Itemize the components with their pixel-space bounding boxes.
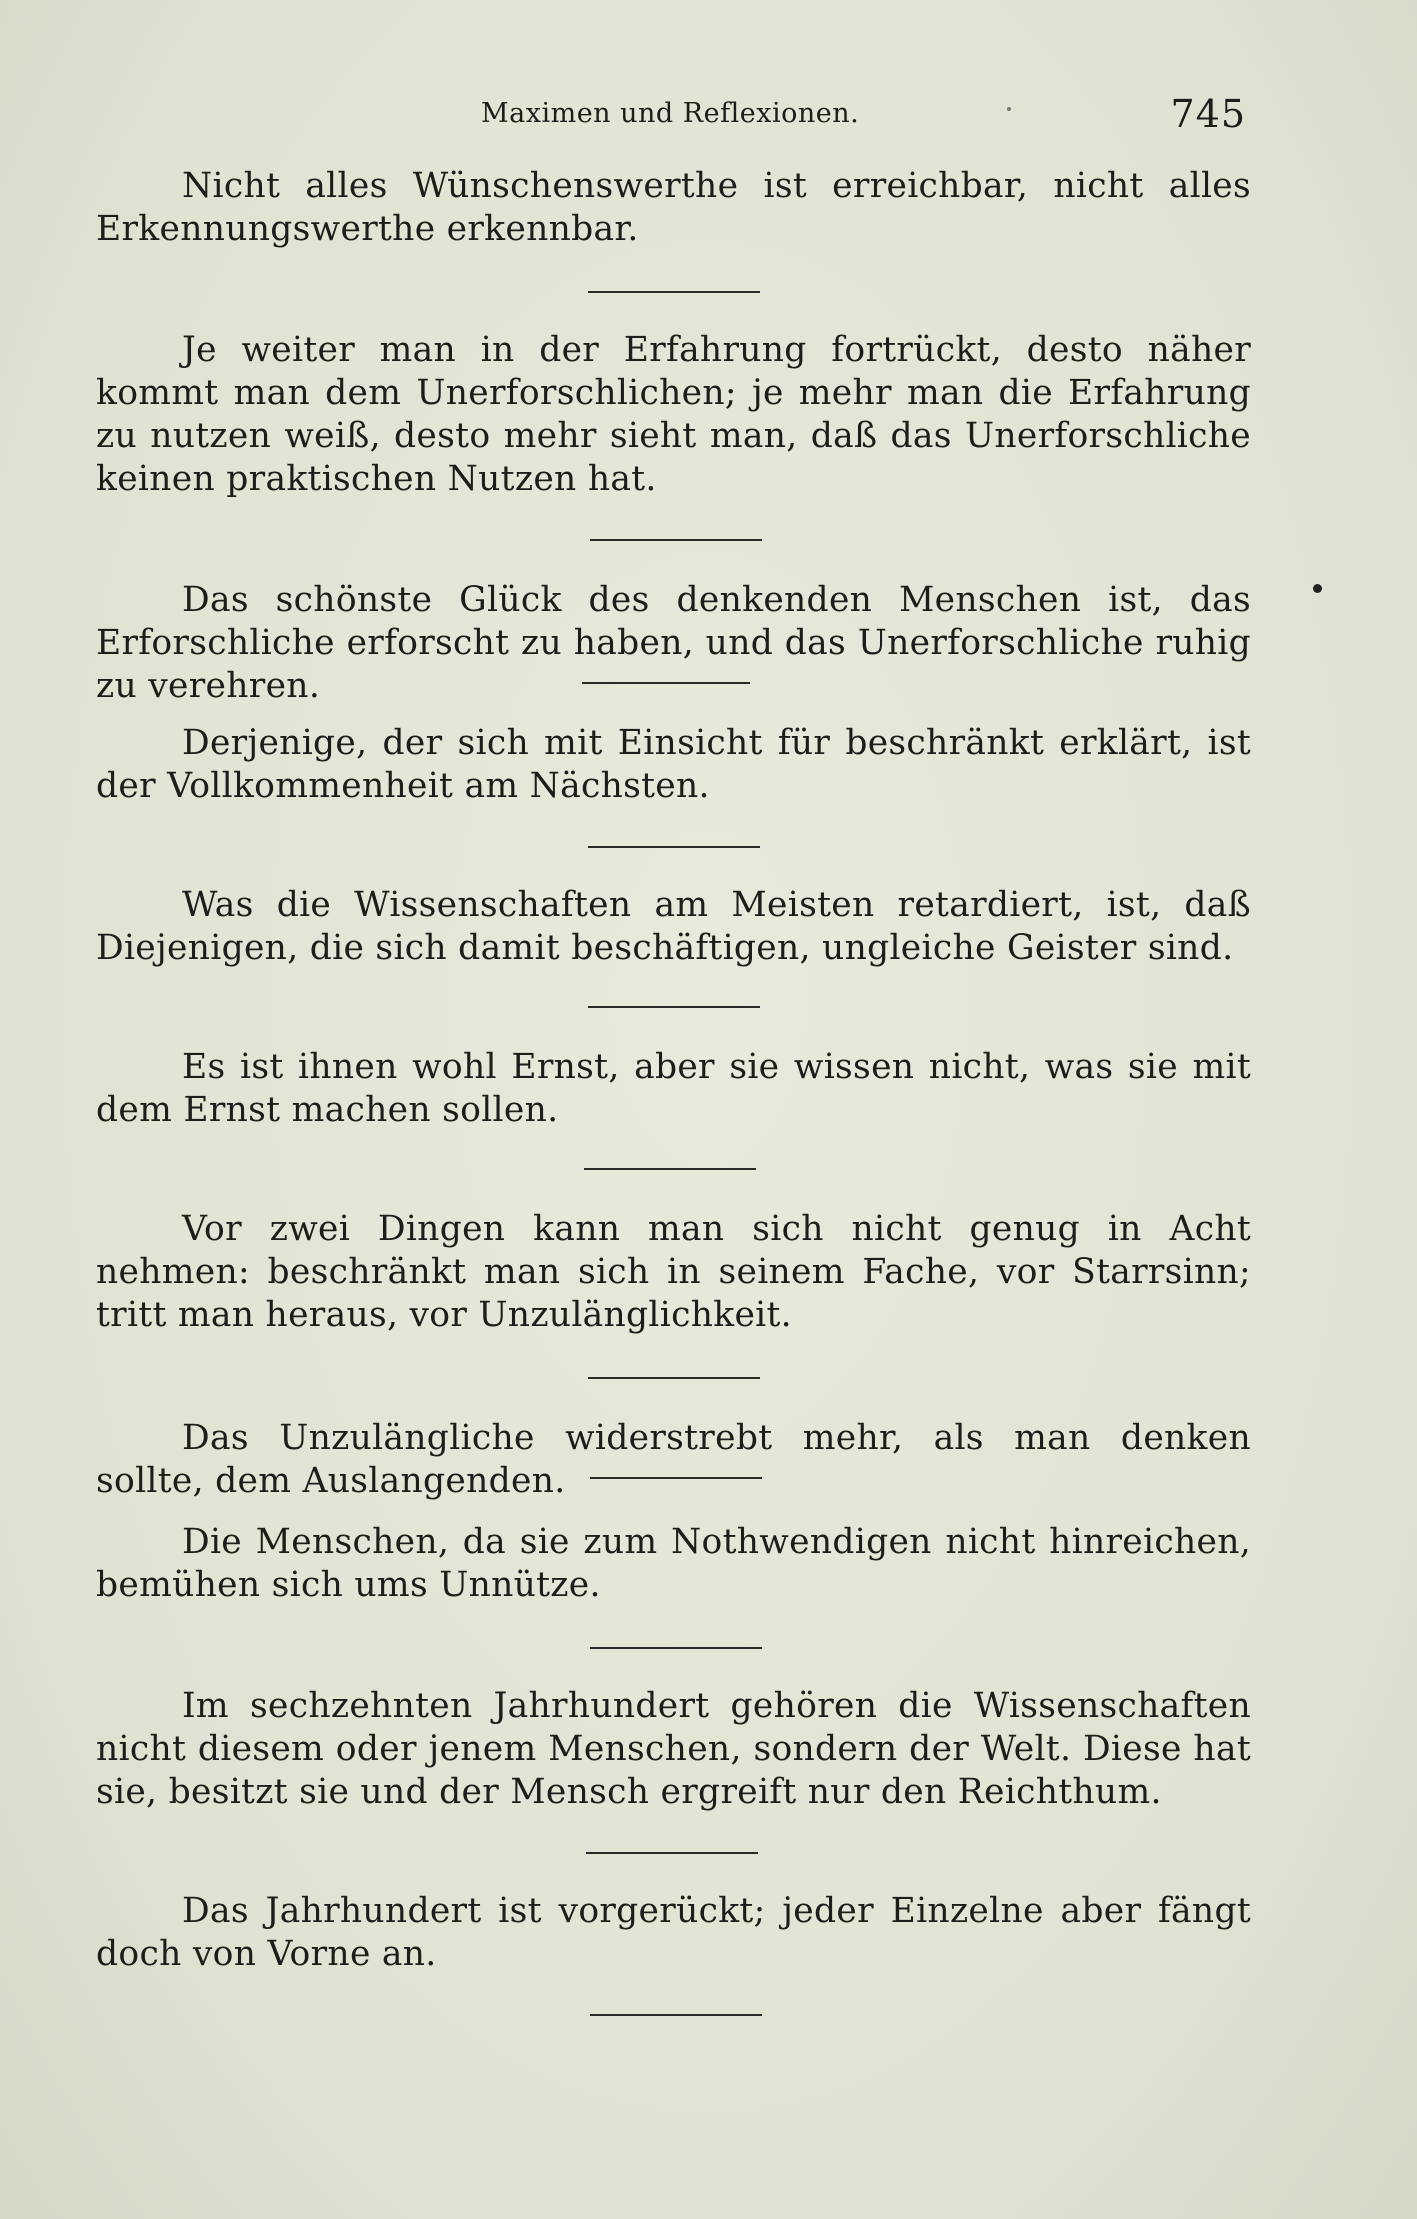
separator-rule <box>590 2014 762 2016</box>
maxim: Im sechzehnten Jahrhundert gehören die Wissenschaften nicht diesem oder jenem Menschen, sondern der Welt. Diese hat sie, besitzt sie und der Mensch ergreift nur den Reichthum. <box>96 1686 1251 1812</box>
separator-rule <box>588 846 760 848</box>
maxim: Das Unzulängliche widerstrebt mehr, als man denken sollte, dem Auslangenden. <box>96 1418 1251 1501</box>
separator-rule <box>590 539 762 541</box>
maxim: Vor zwei Dingen kann man sich nicht genug in Acht nehmen: beschränkt man sich in seinem Fache, vor Starrsinn; tritt man heraus, vor Unzulänglichkeit. <box>96 1209 1251 1335</box>
separator-rule <box>584 1168 756 1170</box>
maxims-list <box>96 165 1251 2016</box>
ink-spot <box>1313 584 1322 593</box>
running-head: Maximen und Reflexionen. <box>481 98 860 129</box>
page-number: 745 <box>1170 92 1246 136</box>
page-header <box>96 92 1246 140</box>
separator-rule <box>588 291 760 293</box>
maxim: Das schönste Glück des denkenden Menschen ist, das Erforschliche erforscht zu haben, und das Unerforschliche ruhig zu verehren. <box>96 580 1251 706</box>
separator-rule <box>588 1377 760 1379</box>
separator-rule <box>588 1006 760 1008</box>
maxim: Es ist ihnen wohl Ernst, aber sie wissen nicht, was sie mit dem Ernst machen sollen. <box>96 1047 1251 1130</box>
maxim: Was die Wissenschaften am Meisten retardiert, ist, daß Diejenigen, die sich damit beschäftigen, ungleiche Geister sind. <box>96 885 1251 968</box>
separator-rule <box>590 1647 762 1649</box>
separator-rule <box>582 682 750 684</box>
separator-rule <box>590 1477 762 1479</box>
maxim: Derjenige, der sich mit Einsicht für beschränkt erklärt, ist der Vollkommenheit am Nächsten. <box>96 723 1251 806</box>
maxim: Je weiter man in der Erfahrung fortrückt, desto näher kommt man dem Unerforschlichen; je mehr man die Erfahrung zu nutzen weiß, desto mehr sieht man, daß das Unerforschliche keinen praktischen Nutzen hat. <box>96 330 1251 499</box>
maxim: Nicht alles Wünschenswerthe ist erreichbar, nicht alles Erkennungswerthe erkennbar. <box>96 166 1251 249</box>
print-speck <box>1007 107 1011 111</box>
maxim: Das Jahrhundert ist vorgerückt; jeder Einzelne aber fängt doch von Vorne an. <box>96 1891 1251 1974</box>
maxim: Die Menschen, da sie zum Nothwendigen nicht hinreichen, bemühen sich ums Unnütze. <box>96 1522 1251 1605</box>
separator-rule <box>586 1852 758 1854</box>
